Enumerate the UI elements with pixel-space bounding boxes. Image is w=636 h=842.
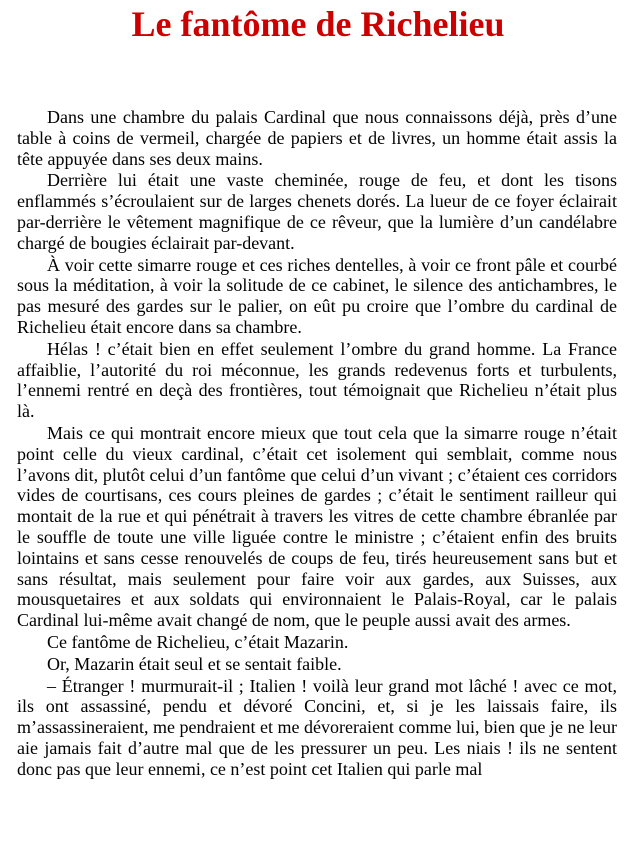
chapter-title: Le fantôme de Richelieu xyxy=(131,4,505,44)
paragraph: – Étranger ! murmurait-il ; Italien ! voilà leur grand mot lâché ! avec ce mot, ils ont assassiné, pendu et dévoré Concini, et, si je les laissais faire, ils m’assassineraient, me pendraient et me dévoreraient comme lui, bien que je ne leur aie jamais fait d’autre mal que de les pressurer un peu. Les niais ! ils ne sentent donc pas que leur ennemi, ce n’est point cet Italien qui parle mal xyxy=(17,675,617,779)
paragraph: Mais ce qui montrait encore mieux que tout cela que la simarre rouge n’était point celle du vieux cardinal, c’était cet isolement qui semblait, comme nous l’avons dit, plutôt celui d’un fantôme que celui d’un vivant ; c’étaient ces corridors vides de courtisans, ces cours pleines de gardes ; c’était le sentiment railleur qui montait de la rue et qui pénétrait à travers les vitres de cette chambre ébranlée par le souffle de toute une ville liguée contre le ministre ; c’étaient enfin des bruits lointains et sans cesse renouvelés de coups de feu, tirés heureusement sans but et sans résultat, mais seulement pour faire voir aux gardes, aux Suisses, aux mousquetaires et aux soldats qui environnaient le Palais-Royal, car le palais Cardinal lui-même avait changé de nom, que le peuple aussi avait des armes. xyxy=(17,422,617,631)
paragraph: Hélas ! c’était bien en effet seulement l’ombre du grand homme. La France affaiblie, l’autorité du roi méconnue, les grands redevenus forts et turbulents, l’ennemi rentré en deçà des frontières, tout témoignait que Richelieu n’était plus là. xyxy=(17,338,617,422)
paragraph: Or, Mazarin était seul et se sentait faible. xyxy=(47,653,342,674)
paragraph: Dans une chambre du palais Cardinal que nous connaissons déjà, près d’une table à coins de vermeil, chargée de papiers et de livres, un homme était assis la tête appuyée dans ses deux mains. xyxy=(17,107,617,169)
chapter-body xyxy=(17,107,617,781)
paragraph: Derrière lui était une vaste cheminée, rouge de feu, et dont les tisons enflammés s’écroulaient sur de larges chenets dorés. La lueur de ce foyer éclairait par-derrière le vêtement magnifique de ce rêveur, que la lumière d’un candélabre chargé de bougies éclairait par-devant. xyxy=(17,170,617,253)
paragraph: À voir cette simarre rouge et ces riches dentelles, à voir ce front pâle et courbé sous la méditation, à voir la solitude de ce cabinet, le silence des antichambres, le pas mesuré des gardes sur le palier, on eût pu croire que l’ombre du cardinal de Richelieu était encore dans sa chambre. xyxy=(17,254,617,337)
paragraph: Ce fantôme de Richelieu, c’était Mazarin. xyxy=(47,631,349,652)
